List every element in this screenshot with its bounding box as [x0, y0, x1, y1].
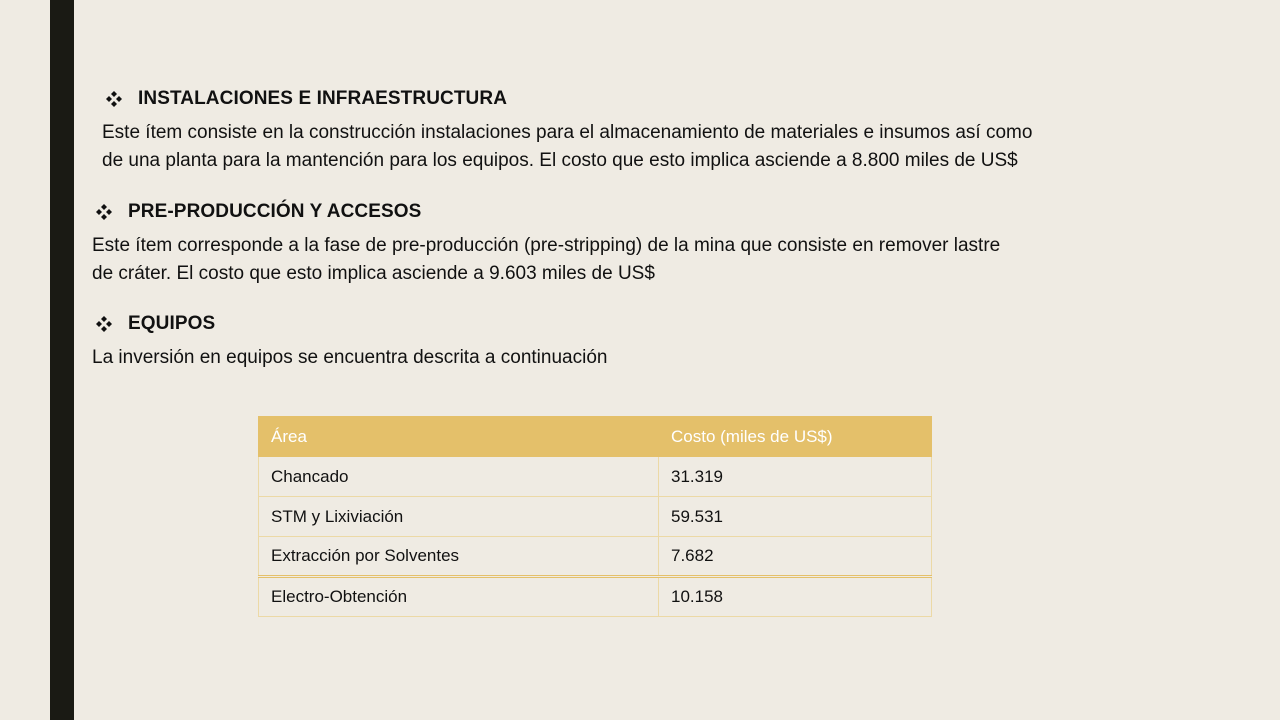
column-header-costo: Costo (miles de US$): [659, 417, 932, 457]
paragraph-line: Este ítem consiste en la construcción instalaciones para el almacenamiento de materiales e insumos así como: [102, 122, 1033, 143]
cell-area: Electro-Obtención: [259, 577, 659, 617]
heading-text: PRE-PRODUCCIÓN Y ACCESOS: [128, 201, 422, 222]
diamond-bullet-icon: [96, 204, 112, 220]
paragraph-preproduccion: [92, 232, 1000, 288]
diamond-bullet-icon: [96, 316, 112, 332]
table-row: [259, 537, 932, 577]
column-header-area: Área: [259, 417, 659, 457]
cell-costo: 31.319: [659, 457, 932, 497]
section-heading-instalaciones: [106, 88, 507, 110]
paragraph-instalaciones: [102, 119, 1032, 175]
cell-costo: 10.158: [659, 577, 932, 617]
table-row: [259, 497, 932, 537]
cell-costo: 59.531: [659, 497, 932, 537]
paragraph-line: de cráter. El costo que esto implica asciende a 9.603 miles de US$: [92, 263, 655, 284]
table-header-row: [259, 417, 932, 457]
cell-costo: 7.682: [659, 537, 932, 577]
paragraph-line: de una planta para la mantención para los equipos. El costo que esto implica asciende a 8.800 miles de US$: [102, 150, 1018, 171]
sidebar-accent-bar: [50, 0, 74, 720]
section-heading-preproduccion: [96, 201, 421, 223]
paragraph-line: Este ítem corresponde a la fase de pre-producción (pre-stripping) de la mina que consiste en remover lastre: [92, 235, 1001, 256]
paragraph-line: La inversión en equipos se encuentra descrita a continuación: [92, 347, 608, 368]
cell-area: STM y Lixiviación: [259, 497, 659, 537]
heading-text: EQUIPOS: [128, 313, 216, 334]
table-row: [259, 457, 932, 497]
cell-area: Chancado: [259, 457, 659, 497]
section-heading-equipos: [96, 313, 215, 335]
cell-area: Extracción por Solventes: [259, 537, 659, 577]
equipment-cost-table: [258, 416, 932, 617]
heading-text: INSTALACIONES E INFRAESTRUCTURA: [138, 88, 508, 109]
table-row: [259, 577, 932, 617]
paragraph-equipos: [92, 344, 607, 372]
diamond-bullet-icon: [106, 91, 122, 107]
